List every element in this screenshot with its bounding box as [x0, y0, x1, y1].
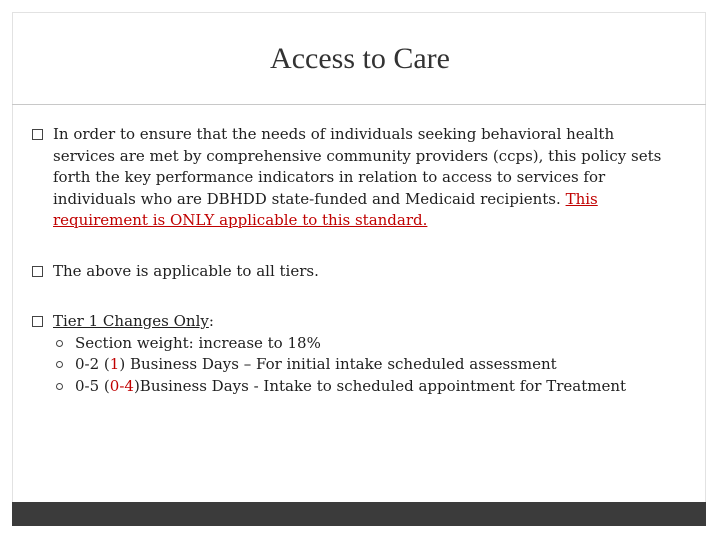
sub-treatment-red: 0-4 — [109, 376, 134, 395]
bullet-policy-note: This requirement is ONLY applicable to this standard. — [53, 189, 598, 229]
bullet-list — [32, 124, 672, 426]
sub-treatment-pre: 0-5 ( — [75, 376, 110, 395]
square-bullet-icon — [32, 129, 43, 140]
bullet-item-policy — [32, 124, 672, 232]
bullet-item-tier1 — [32, 311, 672, 397]
ring-bullet-icon — [56, 361, 63, 368]
bullet-tiers-text: The above is applicable to all tiers. — [53, 261, 319, 280]
square-bullet-icon — [32, 266, 43, 277]
sub-item-intake-assessment — [53, 354, 672, 376]
sub-intake-red: 1 — [109, 355, 120, 373]
bullet-item-tiers — [32, 261, 672, 283]
sub-treatment-post: )Business Days - Intake to scheduled appointment for Treatment — [133, 376, 627, 395]
ring-bullet-icon — [56, 340, 63, 347]
title-divider — [12, 104, 706, 105]
tier1-colon: : — [208, 312, 214, 330]
sub-intake-post: ) Business Days – For initial intake scheduled assessment — [119, 355, 557, 373]
tier1-label: Tier 1 Changes Only — [53, 312, 209, 330]
ring-bullet-icon — [56, 383, 63, 390]
sub-section-weight-text: Section weight: increase to 18% — [75, 333, 321, 352]
footer-bar — [12, 502, 706, 526]
bullet-policy-text: In order to ensure that the needs of individuals seeking behavioral health services are met by comprehensive community providers (ccps), this policy sets forth the key performance indicators in relation to access to services for individuals who are DBHDD state-funded and Medicaid recipients. — [53, 125, 662, 208]
sub-item-treatment-appointment — [53, 376, 672, 398]
sub-item-section-weight — [53, 333, 672, 355]
sub-intake-pre: 0-2 ( — [75, 355, 110, 373]
square-bullet-icon — [32, 316, 43, 327]
slide-title: Access to Care — [270, 42, 450, 75]
